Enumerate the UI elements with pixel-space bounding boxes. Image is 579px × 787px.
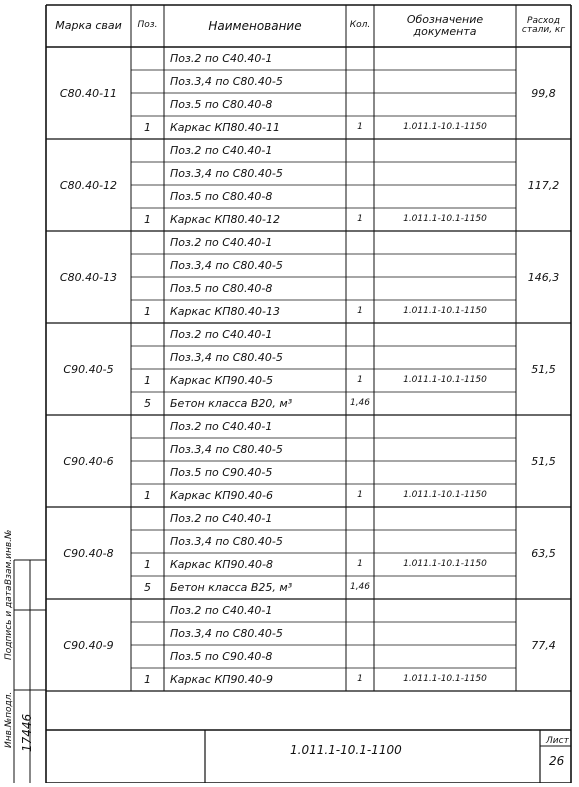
cell-kol (346, 231, 374, 254)
cell-name: Каркас КП90.40-6 (170, 489, 274, 502)
cell-marka: С80.40-13 (59, 270, 118, 284)
cell-oboz (378, 415, 512, 438)
cell-oboz (378, 254, 512, 277)
cell-oboz (378, 461, 512, 484)
cell-poz (131, 622, 164, 645)
side-stamp-inv-number: 17446 (20, 713, 34, 752)
cell-oboz (378, 645, 512, 668)
cell-name: Поз.3,4 по С80.40-5 (170, 75, 283, 88)
cell-rashod: 51,5 (531, 454, 556, 468)
cell-name: Поз.5 по С90.40-5 (170, 466, 273, 479)
cell-name: Поз.2 по С40.40-1 (170, 236, 273, 249)
cell-kol (346, 530, 374, 553)
cell-oboz (378, 185, 512, 208)
cell-name: Поз.2 по С40.40-1 (170, 144, 273, 157)
cell-kol: 1 (357, 375, 363, 385)
cell-kol (346, 47, 374, 70)
cell-kol: 1 (357, 674, 363, 684)
cell-poz (131, 254, 164, 277)
cell-oboz (378, 323, 512, 346)
cell-oboz (378, 93, 512, 116)
cell-poz (131, 93, 164, 116)
cell-poz (131, 599, 164, 622)
cell-poz (131, 70, 164, 93)
cell-marka: С80.40-11 (59, 86, 118, 100)
header-kol: Кол. (349, 20, 371, 31)
cell-name: Каркас КП90.40-9 (170, 673, 274, 686)
cell-marka: С90.40-9 (63, 638, 114, 652)
cell-name: Бетон класса В25, м³ (170, 581, 293, 594)
cell-name: Поз.3,4 по С80.40-5 (170, 259, 283, 272)
cell-poz: 1 (144, 558, 151, 571)
cell-oboz (378, 576, 512, 599)
cell-poz (131, 185, 164, 208)
cell-poz (131, 47, 164, 70)
cell-poz (131, 231, 164, 254)
cell-name: Поз.5 по С90.40-8 (170, 650, 273, 663)
cell-rashod: 146,3 (527, 270, 560, 284)
cell-name: Поз.3,4 по С80.40-5 (170, 351, 283, 364)
cell-oboz (378, 277, 512, 300)
cell-oboz (378, 346, 512, 369)
cell-name: Поз.5 по С80.40-8 (170, 98, 273, 111)
cell-kol: 1 (357, 122, 363, 132)
cell-oboz: 1.011.1-10.1-1150 (403, 375, 487, 385)
cell-kol (346, 254, 374, 277)
cell-name: Поз.5 по С80.40-8 (170, 282, 273, 295)
cell-name: Каркас КП90.40-8 (170, 558, 274, 571)
cell-poz (131, 507, 164, 530)
cell-rashod: 77,4 (531, 638, 556, 652)
cell-rashod: 63,5 (531, 546, 556, 560)
cell-poz: 1 (144, 305, 151, 318)
cell-marka: С90.40-5 (63, 362, 114, 376)
cell-kol (346, 599, 374, 622)
document-code: 1.011.1-10.1-1100 (290, 743, 402, 757)
cell-oboz (378, 599, 512, 622)
cell-kol (346, 93, 374, 116)
cell-oboz (378, 392, 512, 415)
cell-oboz: 1.011.1-10.1-1150 (403, 122, 487, 132)
cell-kol (346, 346, 374, 369)
cell-oboz (378, 507, 512, 530)
cell-marka: С80.40-12 (59, 178, 118, 192)
cell-poz (131, 530, 164, 553)
cell-poz (131, 346, 164, 369)
cell-kol (346, 70, 374, 93)
cell-oboz (378, 47, 512, 70)
cell-name: Поз.2 по С40.40-1 (170, 604, 273, 617)
cell-poz (131, 323, 164, 346)
cell-rashod: 117,2 (527, 178, 560, 192)
cell-kol: 1 (357, 214, 363, 224)
cell-name: Бетон класса В20, м³ (170, 397, 293, 410)
cell-name: Поз.3,4 по С80.40-5 (170, 443, 283, 456)
header-poz: Поз. (137, 20, 158, 31)
cell-name: Поз.2 по С40.40-1 (170, 52, 273, 65)
cell-name: Поз.2 по С40.40-1 (170, 420, 273, 433)
cell-rashod: 51,5 (531, 362, 556, 376)
cell-oboz: 1.011.1-10.1-1150 (403, 306, 487, 316)
cell-name: Поз.5 по С80.40-8 (170, 190, 273, 203)
cell-kol: 1 (357, 490, 363, 500)
cell-name: Каркас КП90.40-5 (170, 374, 274, 387)
cell-oboz (378, 622, 512, 645)
sheet-label: Лист (546, 736, 569, 746)
cell-poz: 1 (144, 374, 151, 387)
cell-oboz: 1.011.1-10.1-1150 (403, 214, 487, 224)
cell-name: Поз.3,4 по С80.40-5 (170, 627, 283, 640)
cell-name: Поз.2 по С40.40-1 (170, 512, 273, 525)
side-stamp-podpis: Подпись и дата (4, 585, 14, 660)
cell-marka: С90.40-6 (63, 454, 114, 468)
cell-kol: 1,46 (349, 398, 371, 408)
cell-oboz: 1.011.1-10.1-1150 (403, 490, 487, 500)
cell-name: Поз.3,4 по С80.40-5 (170, 167, 283, 180)
cell-marka: С90.40-8 (63, 546, 114, 560)
cell-poz (131, 461, 164, 484)
cell-kol (346, 323, 374, 346)
cell-kol: 1 (357, 306, 363, 316)
cell-oboz (378, 438, 512, 461)
cell-oboz: 1.011.1-10.1-1150 (403, 559, 487, 569)
cell-poz (131, 277, 164, 300)
cell-name: Каркас КП80.40-11 (170, 121, 280, 134)
header-marka: Марка сваи (55, 19, 122, 33)
cell-poz (131, 415, 164, 438)
cell-rashod: 99,8 (531, 86, 556, 100)
cell-poz: 5 (144, 397, 151, 410)
cell-kol: 1 (357, 559, 363, 569)
cell-kol (346, 139, 374, 162)
cell-kol (346, 507, 374, 530)
cell-kol (346, 461, 374, 484)
cell-kol (346, 185, 374, 208)
cell-poz: 1 (144, 673, 151, 686)
cell-poz: 1 (144, 213, 151, 226)
cell-kol (346, 438, 374, 461)
cell-kol (346, 162, 374, 185)
cell-poz (131, 162, 164, 185)
cell-oboz: 1.011.1-10.1-1150 (403, 674, 487, 684)
header-rashod: Расход стали, кг (521, 15, 566, 35)
cell-poz (131, 438, 164, 461)
side-stamp-inv-podl: Инв.№подл. (4, 691, 14, 748)
cell-poz: 1 (144, 121, 151, 134)
cell-oboz (378, 162, 512, 185)
cell-kol (346, 277, 374, 300)
cell-poz: 1 (144, 489, 151, 502)
cell-name: Поз.3,4 по С80.40-5 (170, 535, 283, 548)
side-stamp-vzam: Взам.инв.№ (4, 529, 14, 585)
cell-oboz (378, 530, 512, 553)
cell-name: Каркас КП80.40-12 (170, 213, 280, 226)
cell-poz: 5 (144, 581, 151, 594)
cell-name: Каркас КП80.40-13 (170, 305, 280, 318)
cell-poz (131, 645, 164, 668)
header-oboz: Обозначение документа (406, 13, 484, 38)
cell-oboz (378, 231, 512, 254)
cell-oboz (378, 139, 512, 162)
header-name: Наименование (208, 18, 302, 33)
cell-oboz (378, 70, 512, 93)
cell-poz (131, 139, 164, 162)
cell-kol: 1,46 (349, 582, 371, 592)
cell-name: Поз.2 по С40.40-1 (170, 328, 273, 341)
sheet-number: 26 (549, 754, 565, 768)
cell-kol (346, 645, 374, 668)
cell-kol (346, 415, 374, 438)
cell-kol (346, 622, 374, 645)
